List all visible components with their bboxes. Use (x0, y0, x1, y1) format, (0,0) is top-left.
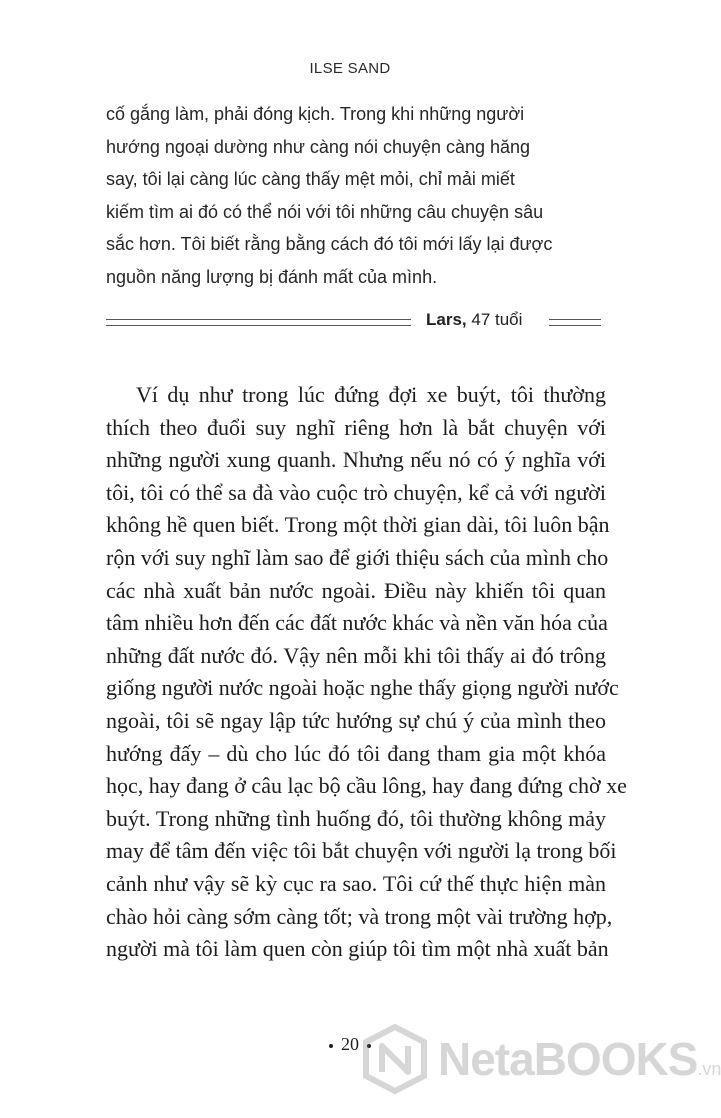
body-paragraph (106, 379, 627, 966)
body-line: tâm nhiều hơn đến các đất nước khác và nền văn hóa của (106, 610, 608, 636)
double-rule-left (106, 319, 411, 326)
body-line: may để tâm đến việc tôi bắt chuyện với người lạ trong bối (106, 838, 617, 864)
body-line: các nhà xuất bản nước ngoài. Điều này khiến tôi quan (106, 577, 606, 603)
body-line: Ví dụ như trong lúc đứng đợi xe buýt, tôi thường (136, 382, 606, 407)
quote-line: hướng ngoại dường như càng nói chuyện càng hăng (106, 136, 531, 157)
quote-line: nguồn năng lượng bị đánh mất của mình. (106, 266, 438, 287)
netabooks-logo-icon (360, 1024, 430, 1094)
body-line: buýt. Trong những tình huống đó, tôi thường không mảy (106, 805, 606, 831)
quote-attribution (426, 310, 522, 330)
body-line: cảnh như vậy sẽ kỳ cục ra sao. Tôi cứ thế thực hiện màn (106, 870, 606, 896)
watermark-brand-text: NetaBOOKS (438, 1033, 698, 1085)
bullet-dot-icon (329, 1044, 333, 1048)
body-line: không hề quen biết. Trong một thời gian dài, tôi luôn bận (106, 512, 610, 538)
body-line: tôi, tôi có thể sa đà vào cuộc trò chuyện, kể cả với người (106, 479, 606, 505)
quote-line: cố gắng làm, phải đóng kịch. Trong khi những người (106, 104, 525, 124)
body-line: hướng đấy – dù cho lúc đó tôi đang tham gia một khóa (106, 740, 606, 766)
quote-line: kiếm tìm ai đó có thể nói với tôi những câu chuyện sâu (106, 201, 544, 222)
running-header-author: ILSE SAND (309, 60, 391, 77)
page-number-value: 20 (341, 1034, 359, 1054)
body-line: giống người nước ngoài hoặc nghe thấy giọng người nước (106, 675, 619, 701)
watermark (360, 1024, 721, 1094)
quote-line: say, tôi lại càng lúc càng thấy mệt mỏi, chỉ mải miết (106, 169, 515, 190)
attribution-name: Lars, (426, 310, 467, 329)
quote-line: sắc hơn. Tôi biết rằng bằng cách đó tôi mới lấy lại được (106, 234, 553, 255)
double-rule-right (549, 319, 601, 326)
body-line: thích theo đuổi suy nghĩ riêng hơn là bắt chuyện với (106, 414, 606, 440)
watermark-brand (438, 1032, 721, 1086)
watermark-domain: .vn (697, 1059, 721, 1079)
body-line: chào hỏi càng sớm càng tốt; và trong một vài trường hợp, (106, 903, 613, 929)
body-line: người mà tôi làm quen còn giúp tôi tìm một nhà xuất bản (106, 936, 609, 962)
quote-block (106, 98, 606, 294)
attribution-age: 47 tuổi (466, 310, 523, 329)
body-line: những người xung quanh. Nhưng nếu nó có ý nghĩa với (106, 447, 606, 473)
body-line: ngoài, tôi sẽ ngay lập tức hướng sự chú ý của mình theo (106, 707, 606, 733)
body-line: những đất nước đó. Vậy nên mỗi khi tôi thấy ai đó trông (106, 642, 606, 668)
body-line: học, hay đang ở câu lạc bộ cầu lông, hay đang đứng chờ xe (106, 773, 627, 799)
body-line: rộn với suy nghĩ làm sao để giới thiệu sách của mình cho (106, 544, 609, 570)
quote-attribution-row (106, 310, 601, 334)
